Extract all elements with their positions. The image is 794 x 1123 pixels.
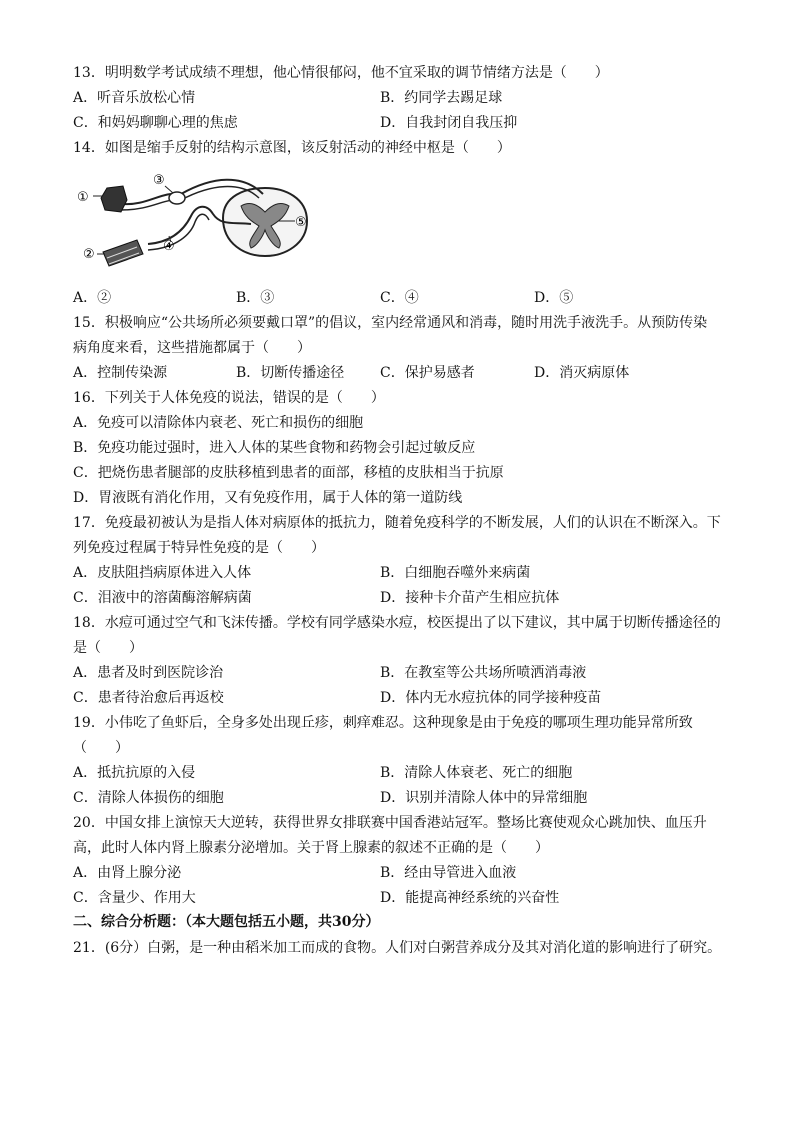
section-title: 二、综合分析题：（本大题包括五小题，共30分） bbox=[73, 914, 380, 930]
question-20-text-line2: 高，此时人体内肾上腺素分泌增加。关于肾上腺素的叙述不正确的是（ ） bbox=[73, 840, 549, 856]
q17-option-d: D．接种卡介苗产生相应抗体 bbox=[380, 590, 560, 606]
question-20-text-line1: 20．中国女排上演惊天大逆转，获得世界女排联赛中国香港站冠军。整场比赛使观众心跳加快、血压升 bbox=[73, 815, 707, 831]
q19-option-a: A．抵抗抗原的入侵 bbox=[73, 765, 196, 781]
q13-option-b: B．约同学去踢足球 bbox=[380, 90, 503, 106]
q16-option-b: B．免疫功能过强时，进入人体的某些食物和药物会引起过敏反应 bbox=[73, 440, 476, 456]
q15-option-b: B．切断传播途径 bbox=[236, 365, 345, 381]
question-17-text-line2: 列免疫过程属于特异性免疫的是（ ） bbox=[73, 540, 325, 556]
q19-option-c: C．清除人体损伤的细胞 bbox=[73, 790, 224, 806]
question-19-text-line1: 19．小伟吃了鱼虾后，全身多处出现丘疹，刺痒难忍。这种现象是由于免疫的哪项生理功能异常所致 bbox=[73, 715, 693, 731]
q13-option-d: D．自我封闭自我压抑 bbox=[380, 115, 518, 131]
question-18-text-line1: 18．水痘可通过空气和飞沫传播。学校有同学感染水痘，校医提出了以下建议，其中属于切断传播途径的 bbox=[73, 615, 721, 631]
q13-option-a: A．听音乐放松心情 bbox=[73, 90, 196, 106]
q14-option-c: C．④ bbox=[380, 290, 419, 306]
effector-shape bbox=[103, 240, 143, 266]
question-13-text: 13．明明数学考试成绩不理想，他心情很郁闷，他不宜采取的调节情绪方法是（ ） bbox=[73, 65, 609, 81]
q15-option-d: D．消灭病原体 bbox=[534, 365, 630, 381]
q16-option-d: D．胃液既有消化作用，又有免疫作用，属于人体的第一道防线 bbox=[73, 490, 463, 506]
q14-option-d: D．⑤ bbox=[534, 290, 574, 306]
q19-option-d: D．识别并清除人体中的异常细胞 bbox=[380, 790, 588, 806]
q13-option-c: C．和妈妈聊聊心理的焦虑 bbox=[73, 115, 238, 131]
q18-option-d: D．体内无水痘抗体的同学接种疫苗 bbox=[380, 690, 602, 706]
q20-option-d: D．能提高神经系统的兴奋性 bbox=[380, 890, 560, 906]
label-5: ⑤ bbox=[295, 215, 307, 230]
q17-option-a: A．皮肤阻挡病原体进入人体 bbox=[73, 565, 252, 581]
q17-option-c: C．泪液中的溶菌酶溶解病菌 bbox=[73, 590, 252, 606]
label-2: ② bbox=[83, 247, 95, 262]
q18-option-c: C．患者待治愈后再返校 bbox=[73, 690, 224, 706]
q16-option-c: C．把烧伤患者腿部的皮肤移植到患者的面部，移植的皮肤相当于抗原 bbox=[73, 465, 504, 481]
question-15-text-line2: 病角度来看，这些措施都属于（ ） bbox=[73, 340, 311, 356]
q20-option-c: C．含量少、作用大 bbox=[73, 890, 196, 906]
q19-option-b: B．清除人体衰老、死亡的细胞 bbox=[380, 765, 573, 781]
receptor-shape bbox=[101, 186, 127, 212]
q20-option-a: A．由肾上腺分泌 bbox=[73, 865, 182, 881]
question-15-text-line1: 15．积极响应“公共场所必须要戴口罩”的倡议，室内经常通风和消毒，随时用洗手液洗手。从预防传染 bbox=[73, 315, 708, 331]
q15-option-c: C．保护易感者 bbox=[380, 365, 475, 381]
reflex-arc-diagram bbox=[73, 166, 313, 276]
q18-option-a: A．患者及时到医院诊治 bbox=[73, 665, 224, 681]
question-18-text-line2: 是（ ） bbox=[73, 640, 143, 656]
question-16-text: 16．下列关于人体免疫的说法，错误的是（ ） bbox=[73, 390, 385, 406]
q18-option-b: B．在教室等公共场所喷洒消毒液 bbox=[380, 665, 587, 681]
label-3: ③ bbox=[153, 173, 165, 188]
question-14-text: 14．如图是缩手反射的结构示意图，该反射活动的神经中枢是（ ） bbox=[73, 140, 511, 156]
q14-option-a: A．② bbox=[73, 290, 112, 306]
question-17-text-line1: 17．免疫最初被认为是指人体对病原体的抵抗力，随着免疫科学的不断发展，人们的认识在不断深入。下 bbox=[73, 515, 721, 531]
q16-option-a: A．免疫可以清除体内衰老、死亡和损伤的细胞 bbox=[73, 415, 364, 431]
label-4: ④ bbox=[163, 239, 175, 254]
question-19-text-line2: （ ） bbox=[73, 740, 129, 756]
question-21-text: 21．(6分）白粥，是一种由稻米加工而成的食物。人们对白粥营养成分及其对消化道的影响进行了研究。 bbox=[73, 940, 722, 956]
label-1: ① bbox=[77, 190, 89, 205]
q17-option-b: B．白细胞吞噬外来病菌 bbox=[380, 565, 531, 581]
q14-option-b: B．③ bbox=[236, 290, 275, 306]
q15-option-a: A．控制传染源 bbox=[73, 365, 168, 381]
q20-option-b: B．经由导管进入血液 bbox=[380, 865, 517, 881]
